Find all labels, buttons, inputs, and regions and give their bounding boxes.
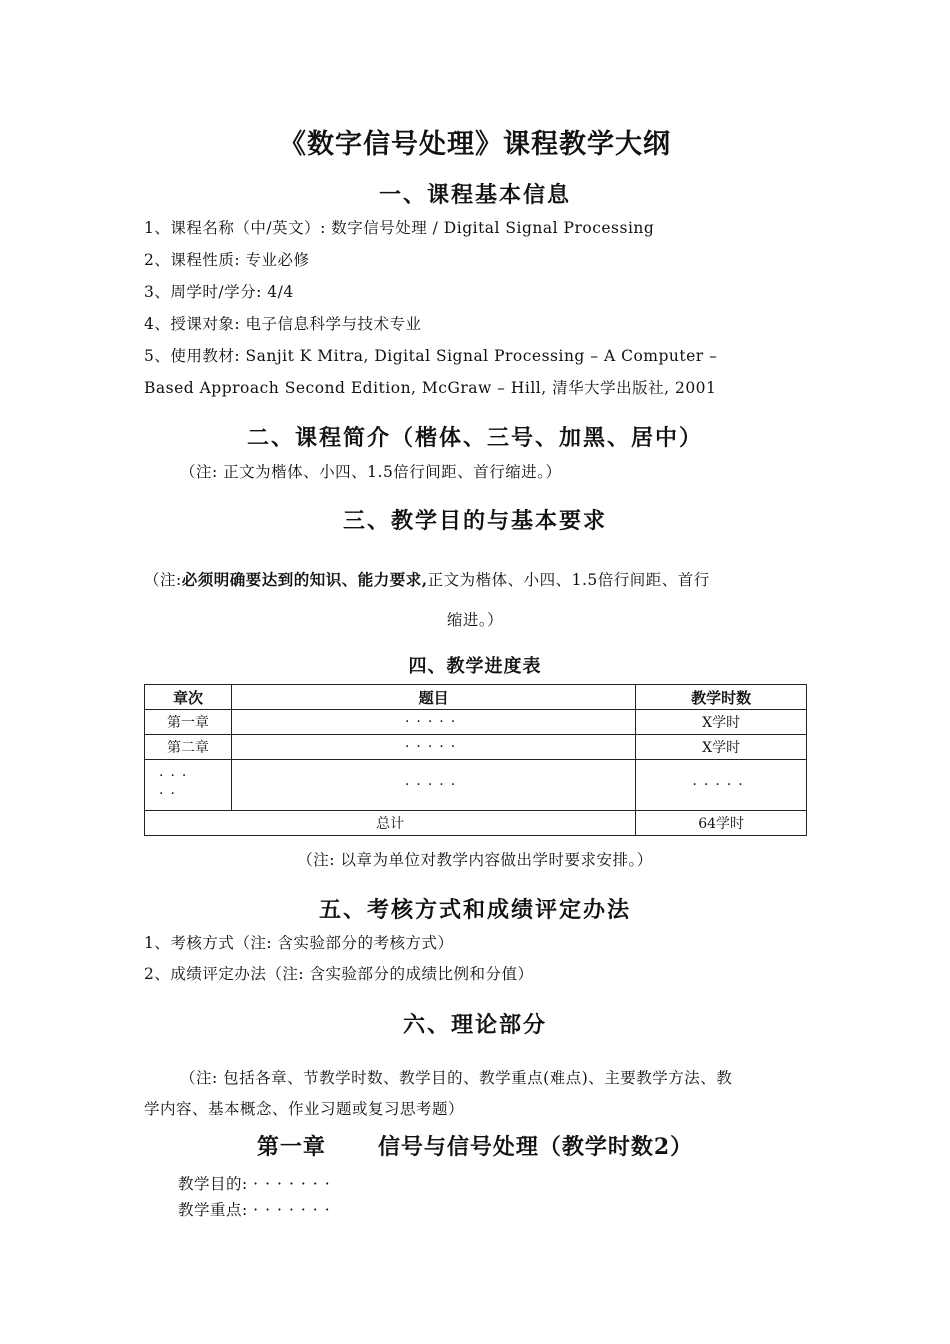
section3-note-rest: 正文为楷体、小四、1.5倍行间距、首行	[427, 571, 710, 589]
section3-note-line2: 缩进。）	[446, 611, 504, 629]
table-row	[145, 710, 807, 735]
table-row	[145, 735, 807, 760]
teaching-goal-label: 教学目的:	[178, 1175, 248, 1193]
section3-heading: 三、教学目的与基本要求	[342, 508, 607, 534]
section3-note-prefix: （注:	[144, 571, 182, 589]
credit-hours-line: 3、周学时/学分: 4/4	[144, 283, 294, 301]
cell-hours: X学时	[636, 710, 807, 735]
column-header-chapter: 章次	[145, 685, 232, 710]
column-header-topic: 题目	[231, 685, 635, 710]
cell-topic: ·····	[231, 735, 635, 760]
cell-chapter: ··· ··	[145, 760, 232, 811]
section4-heading: 四、教学进度表	[408, 656, 542, 677]
section2-heading: 二、课程简介（楷体、三号、加黑、居中）	[246, 425, 703, 451]
section3-note-emphasis: 必须明确要达到的知识、能力要求,	[181, 570, 428, 589]
cell-hours: X学时	[636, 735, 807, 760]
section6-heading: 六、理论部分	[402, 1012, 547, 1038]
section6-note-line2: 学内容、基本概念、作业习题或复习思考题）	[144, 1100, 465, 1118]
cell-hours: ·····	[636, 760, 807, 811]
section3-note	[144, 568, 710, 590]
table-row	[145, 760, 807, 811]
cell-chapter: 第二章	[145, 735, 232, 760]
teaching-focus-label: 教学重点:	[178, 1201, 248, 1219]
cell-topic: ·····	[231, 760, 635, 811]
section6-note-line1: （注: 包括各章、节教学时数、教学目的、教学重点(难点)、主要教学方法、教	[180, 1069, 733, 1087]
assessment-method-line: 1、考核方式（注: 含实验部分的考核方式）	[144, 934, 454, 952]
teaching-goal-field	[178, 1172, 337, 1194]
column-header-hours: 教学时数	[636, 685, 807, 710]
total-label: 总计	[145, 811, 636, 836]
teaching-goal-value: ·······	[253, 1175, 337, 1193]
section1-heading: 一、课程基本信息	[378, 182, 571, 208]
teaching-focus-field	[178, 1198, 337, 1220]
document-title: 《数字信号处理》课程教学大纲	[279, 129, 671, 160]
course-nature-line: 2、课程性质: 专业必修	[144, 251, 310, 269]
teaching-focus-value: ·······	[253, 1201, 337, 1219]
schedule-table	[144, 684, 807, 836]
total-value: 64学时	[636, 811, 807, 836]
section4-note: （注: 以章为单位对教学内容做出学时要求安排。）	[297, 851, 653, 869]
section5-heading: 五、考核方式和成绩评定办法	[318, 897, 631, 923]
textbook-line: 5、使用教材: Sanjit K Mitra, Digital Signal Processing – A Computer –	[144, 347, 718, 365]
course-name-line: 1、课程名称（中/英文）: 数字信号处理 / Digital Signal Processing	[144, 219, 655, 237]
grading-method-line: 2、成绩评定办法（注: 含实验部分的成绩比例和分值）	[144, 965, 534, 983]
section2-note: （注: 正文为楷体、小四、1.5倍行间距、首行缩进。）	[180, 463, 562, 481]
cell-topic: ·····	[231, 710, 635, 735]
table-total-row	[145, 811, 807, 836]
chapter1-title: 第一章 信号与信号处理（教学时数2）	[256, 1134, 694, 1160]
textbook-line-continued: Based Approach Second Edition, McGraw – Hill, 清华大学出版社, 2001	[144, 379, 717, 397]
table-header-row	[145, 685, 807, 710]
cell-chapter: 第一章	[145, 710, 232, 735]
audience-line: 4、授课对象: 电子信息科学与技术专业	[144, 315, 422, 333]
